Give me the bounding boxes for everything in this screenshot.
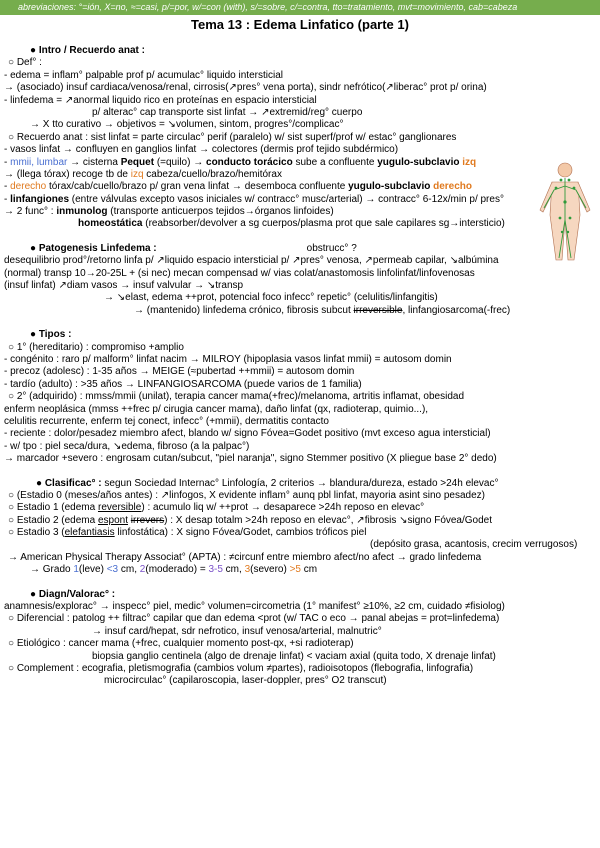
line: biopsia ganglio centinela (algo de drenaje linfat) < vaciam axial (quita todo, X drenaje linfat): [92, 650, 496, 662]
line: → insuf card/hepat, sdr nefrotico, insuf venosa/arterial, malnutric°: [92, 625, 382, 637]
line: → (mantenido) linfedema crónico, fibrosis subcut irreversible, linfangiosarcoma(-frec): [134, 304, 511, 316]
line: → X tto curativo → objetivos = ↘volumen, sintom, progres°/complicac°: [30, 119, 344, 131]
line: p/ alterac° cap transporte sist linfat → ↗extremid/reg° cuerpo: [92, 106, 363, 118]
line: ○ Etiológico : cancer mama (+frec, cualquier momento post-qx, +si radioterap): [8, 638, 354, 650]
line: (normal) transp 10→20-25L + (si nec) mecan compensad w/ vias colat/anastomosis linfolinfat/linfovenosas: [4, 267, 475, 279]
section-heading-diagnostico: ● Diagn/Valorac° :: [30, 588, 116, 600]
section-heading-patogenesis: ● Patogenesis Linfedema : obstrucc° ?: [30, 242, 357, 254]
line: celulitis recurrente, enferm tej conect, infecc° (+mmii), dermatitis contacto: [4, 415, 329, 427]
section-heading-tipos: ● Tipos :: [30, 329, 72, 341]
line: ○ Diferencial : patolog ++ filtrac° capilar que dan edema <prot (w/ TAC o eco → panal abejas = prot=linfedema): [8, 613, 500, 625]
line: - linfedema = ↗anormal liquido rico en proteínas en espacio intersticial: [4, 94, 317, 106]
line: desequilibrio prod°/retorno linfa p/ ↗liquido espacio intersticial p/ ↗pres° venosa, ↗permeab capilar, ↘albúmina: [4, 255, 499, 267]
line: - precoz (adolesc) : 1-35 años → MEIGE (≈pubertad ++mmii) = autosom domin: [4, 366, 355, 378]
line: ○ Recuerdo anat : sist linfat = parte circulac° perif (paralelo) w/ sist superf/prof w/ estac° ganglionares: [8, 131, 457, 143]
line: - w/ tpo : piel seca/dura, ↘edema, fibroso (a la palpac°): [4, 440, 250, 452]
line: homeostática (reabsorber/devolver a sg cuerpos/plasma prot que sale capilares sg→intersticio): [78, 218, 505, 230]
line: enferm neoplásica (mmss ++frec p/ cirugia cancer mama), daño linfat (qx, radioterap, quimio...),: [4, 403, 429, 415]
page-title: Tema 13 : Edema Linfatico (parte 1): [191, 17, 409, 32]
line: → (llega tórax) recoge tb de izq cabeza/cuello/brazo/hemitórax: [4, 168, 282, 180]
line: ○ (Estadio 0 (meses/años antes) : ↗linfogos, X evidente inflam° aunq pbl linfat, mayoria asint sino pesadez): [8, 489, 485, 501]
line: → Grado 1(leve) <3 cm, 2(moderado) = 3-5 cm, 3(severo) >5 cm: [30, 564, 318, 576]
line: (insuf linfat) ↗diam vasos → insuf valvular → ↘transp: [4, 280, 244, 292]
line: ○ 1° (hereditario) : compromiso +amplio: [8, 341, 184, 353]
line: microcirculac° (capilaroscopia, laser-doppler, pres° O2 transcut): [104, 675, 387, 687]
line: → American Physical Therapy Associat° (APTA) : ≠circunf entre miembro afect/no afect → grado linfedema: [8, 551, 482, 563]
line: ○ 2° (adquirido) : mmss/mmii (unilat), terapia cancer mama(+frec)/melanoma, artritis inflamat, obesidad: [8, 391, 465, 403]
line: ○ Estadio 3 (elefantiasis linfostática) : X signo Fóvea/Godet, cambios tróficos piel: [8, 527, 367, 539]
line: - linfangiones (entre válvulas excepto vasos iniciales w/ contracc° musc/arterial) → contracc° 6-12x/min p/ pres°: [4, 193, 504, 205]
line: - mmii, lumbar → cisterna Pequet (=quilo) → conducto torácico sube a confluente yugulo-subclavio izq: [4, 156, 477, 168]
line: - derecho tórax/cab/cuello/brazo p/ gran vena linfat → desemboca confluente yugulo-subclavio derecho: [4, 181, 473, 193]
line: - edema = inflam° palpable prof p/ acumulac° liquido intersticial: [4, 69, 283, 81]
line: (depósito grasa, acantosis, crecim verrugosos): [370, 539, 578, 551]
line: ○ Def° :: [8, 57, 42, 69]
abbreviations-banner: abreviaciones: °=ión, X=no, ≈=casi, p/=por, w/=con (with), s/=sobre, c/=contra, tto=tratamiento, mvt=movimiento, cab=cabeza: [0, 0, 600, 15]
section-heading-intro: ● Intro / Recuerdo anat :: [30, 45, 145, 56]
line: - reciente : dolor/pesadez miembro afect, blando w/ signo Fóvea=Godet positivo (mvt exceso agua intersticial): [4, 428, 491, 440]
line: ○ Estadio 2 (edema espont irrevers) : X desap totalm >24h reposo en elevac°, ↗fibrosis ↘signo Fóvea/Godet: [8, 514, 493, 526]
section-heading-clasificacion: ● Clasificac° : segun Sociedad Internac° Linfología, 2 criterios → blandura/dureza, estado >24h elevac°: [36, 477, 499, 489]
line: - congénito : raro p/ malform° linfat nacim → MILROY (hipoplasia vasos linfat mmii) = autosom domin: [4, 353, 452, 365]
line: ○ Complement : ecografia, pletismografia (cambios volum ≠partes), radioisotopos (flebografia, linfografia): [8, 662, 474, 674]
line: - vasos linfat → confluyen en ganglios linfat → colectores (dermis prof tejido subdérmico): [4, 144, 399, 156]
line: → 2 func° : inmunolog (transporte anticuerpos tejidos→órganos linfoides): [4, 206, 334, 218]
line: - tardío (adulto) : >35 años → LINFANGIOSARCOMA (puede varios de 1 familia): [4, 378, 362, 390]
notes-body: [4, 45, 596, 688]
line: anamnesis/explorac° → inspecc° piel, medic° volumen=circometria (1° manifest° ≥10%, ≥2 cm, cuidado ≠fisiolog): [4, 601, 505, 613]
line: → (asociado) insuf cardiaca/venosa/renal, cirrosis(↗pres° vena porta), sindr nefrótico(↗liberac° prot p/ orina): [4, 82, 487, 94]
line: ○ Estadio 1 (edema reversible) : acumulo liq w/ ++prot → desaparece >24h reposo en elevac°: [8, 502, 425, 514]
line: → marcador +severo : engrosam cutan/subcut, "piel naranja", signo Stemmer positivo (X pliegue base 2° dedo): [4, 453, 497, 465]
line: → ↘elast, edema ++prot, potencial foco infecc° repetic° (celulitis/linfangitis): [104, 292, 438, 304]
